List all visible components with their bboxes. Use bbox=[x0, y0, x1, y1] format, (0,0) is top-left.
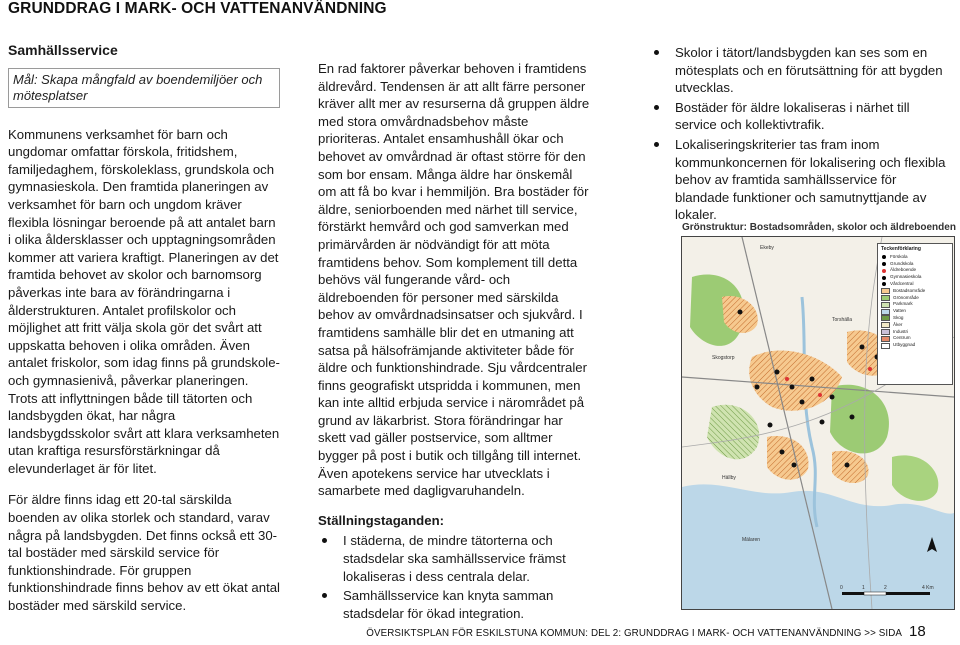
legend-item: Utbyggnad bbox=[878, 342, 952, 349]
legend-item: Gymnasieskola bbox=[878, 274, 952, 281]
legend-item: Förskola bbox=[878, 254, 952, 261]
map-caption: Grönstruktur: Bostadsområden, skolor och äldreboenden bbox=[682, 222, 956, 233]
scale-label: 1 bbox=[862, 585, 865, 591]
list-item: I städerna, de mindre tätorterna och stadsdelar ska samhällsservice främst lokaliseras i dess centrala delar. bbox=[318, 532, 590, 585]
page-header-title: GRUNDDRAG I MARK- OCH VATTENANVÄNDNING bbox=[8, 0, 387, 17]
legend-item: Vatten bbox=[878, 308, 952, 315]
legend-item: Åker bbox=[878, 322, 952, 329]
scale-label: 0 bbox=[840, 585, 843, 591]
positions-title: Ställningstaganden: bbox=[318, 512, 445, 528]
legend-item: Vårdcentral bbox=[878, 281, 952, 288]
legend-item: Grönområde bbox=[878, 295, 952, 302]
column-2 bbox=[318, 60, 590, 624]
legend-item: Centrum bbox=[878, 335, 952, 342]
place-label: Hällby bbox=[722, 475, 736, 481]
positions-list bbox=[318, 532, 590, 622]
map-legend bbox=[877, 243, 953, 385]
criteria-list bbox=[650, 44, 950, 224]
green-structure-map bbox=[681, 236, 955, 610]
bullet-icon bbox=[322, 593, 327, 598]
column-3 bbox=[650, 44, 950, 226]
section-title: Samhällsservice bbox=[8, 42, 118, 58]
paragraph-children: Kommunens verksamhet för barn och ungdomar omfattar förskola, fritidshem, familjedaghem, förskoleklass, grundskola och gymnasieskola. Den framtida planeringen av verksamhet för barn och ungdom kräver flexibla lösningar beroende på att antalet barn i olika åldersklasser och upptagningsområden kommer att variera kraftigt. Planeringen av det framtida behovet av skolor och barnomsorg påverkas inte bara av förändringarna i ålderstrukturen. Antalet profilskolor och möjlighet att fritt välja skola gör det svårt att uppskatta behoven i olika områden. Även antalet friskolor, som idag finns på grundskole- och gymnasienivå, påverkar planeringen. Trots att inflyttningen både till tätorten och landsbygden ökat, har några landsbygdsskolor svårt att klara verksamheten utan kraftiga resursförstärkningar då elevunderlaget är för litet. bbox=[8, 126, 280, 476]
bullet-icon bbox=[654, 105, 659, 110]
legend-item: Bostadsområde bbox=[878, 288, 952, 295]
paragraph-eldercare: En rad faktorer påverkar behoven i framtidens äldrevård. Tendensen är att allt färre personer kräver allt mer av resurserna då gruppen äldre med stora omvårdnadsbehov måste prioriteras. Antalet ensamhushåll ökar och behovet av omvårdnad är oftast större för den som bor ensam. Många äldre har önskemål om att få bo kvar i hemmiljön. Bra bostäder för äldre, seniorboenden med närhet till service, förstärkt hemvård och god samverkan med primärvården är nödvändigt för att möta framtidens behov. Som komplement till detta behövs väl fungerande vård- och äldreboenden för personer med särskilda behov av omvårdnadsinsatser och sjukvård. I framtidens samhälle blir det en utmaning att satsa på hälsofrämjande aktiviteter både för äldre och funktionshindrade. Sju vårdcentraler finns geografiskt utspridda i kommunen, men kan inte alltid erbjuda service i närområdet på grund av läkarbrist. Stora förändringar har skett vad gäller postservice, som alltmer bygger på post i butik och tillgång till internet. Även apotekens service har utvecklats i samarbete med dagligvaruhandeln. bbox=[318, 61, 590, 499]
paragraph-elderly: För äldre finns idag ett 20-tal särskilda boenden av olika storlek och standard, varav några på landsbygden. Det finns också ett 30-tal bostäder med särskild service för funktionshindrade. För gruppen funktionshindrade finns behov av ett ökat antal bostäder med särskild service. bbox=[8, 492, 280, 614]
legend-item: Grundskola bbox=[878, 261, 952, 268]
legend-title: Teckenförklaring bbox=[881, 246, 921, 252]
place-label: Ekeby bbox=[760, 245, 774, 251]
list-item: Lokaliseringskriterier tas fram inom kommunkoncernen för lokalisering och flexibla behov av framtida samhällsservice för blandade funktioner och samutnyttjande av lokaler. bbox=[650, 136, 950, 224]
bullet-icon bbox=[654, 50, 659, 55]
list-item: Skolor i tätort/landsbygden kan ses som en mötesplats och en förutsättning för att bygden utvecklas. bbox=[650, 44, 950, 97]
place-label: Torshälla bbox=[832, 317, 853, 323]
page-footer: ÖVERSIKTSPLAN FÖR ESKILSTUNA KOMMUN: DEL 2: GRUNDDRAG I MARK- OCH VATTENANVÄNDNING >> SIDA bbox=[366, 628, 902, 639]
place-label: Skogstorp bbox=[712, 355, 735, 361]
column-1 bbox=[8, 42, 280, 629]
scale-label: 2 bbox=[884, 585, 887, 591]
scale-label: 4 Km bbox=[922, 585, 934, 591]
legend-item: Parkmark bbox=[878, 301, 952, 308]
list-item: Samhällsservice kan knyta samman stadsdelar för ökad integration. bbox=[318, 587, 590, 622]
bullet-icon bbox=[654, 142, 659, 147]
legend-item: Industri bbox=[878, 329, 952, 336]
list-item: Bostäder för äldre lokaliseras i närhet till service och kollektivtrafik. bbox=[650, 99, 950, 134]
goal-box: Mål: Skapa mångfald av boendemiljöer och mötesplatser bbox=[8, 68, 280, 108]
legend-item: Skog bbox=[878, 315, 952, 322]
bullet-icon bbox=[322, 538, 327, 543]
page-number: 18 bbox=[909, 623, 926, 640]
place-label: Mälaren bbox=[742, 537, 761, 543]
legend-item: Äldreboende bbox=[878, 267, 952, 274]
